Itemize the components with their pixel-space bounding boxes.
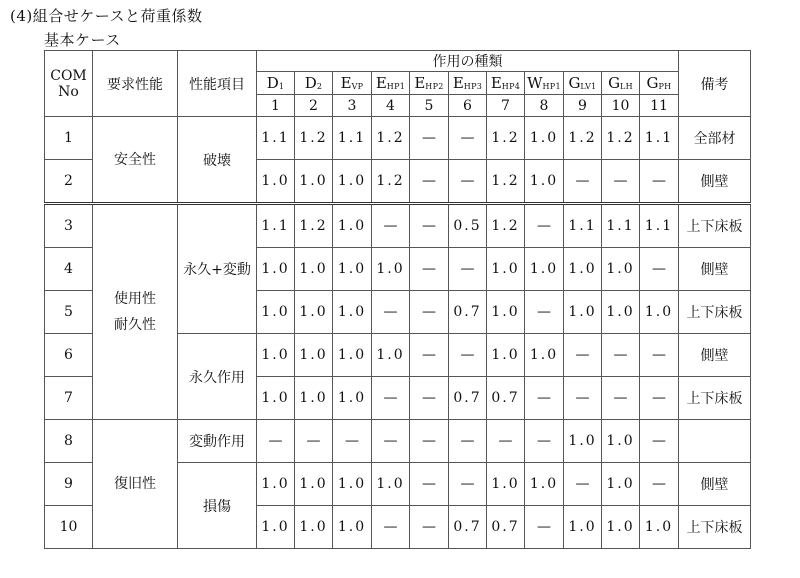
factor-cell: — xyxy=(564,377,602,420)
action-symbol-sub: VP xyxy=(351,82,364,91)
table-row xyxy=(45,117,751,160)
factor-cell: 1.1 xyxy=(640,117,679,160)
factor-cell: 1.0 xyxy=(295,377,333,420)
factor-cell: — xyxy=(564,334,602,377)
com-no-cell: 10 xyxy=(45,506,93,549)
factor-cell: 1.0 xyxy=(564,248,602,291)
factor-cell: 1.0 xyxy=(295,291,333,334)
factor-cell: — xyxy=(295,420,333,463)
item-header: 性能項目 xyxy=(178,51,257,117)
factor-cell: 0.7 xyxy=(449,291,487,334)
factor-cell: — xyxy=(525,506,564,549)
factor-cell: 1.0 xyxy=(602,506,640,549)
factor-cell: 1.0 xyxy=(487,334,525,377)
table-row xyxy=(45,420,751,463)
remark-cell: 側壁 xyxy=(679,463,751,506)
factor-cell: 1.2 xyxy=(564,117,602,160)
com-label: COM xyxy=(50,67,87,84)
factor-cell: 1.0 xyxy=(257,160,295,204)
action-number-header: 6 xyxy=(449,95,487,117)
factor-cell: 1.1 xyxy=(564,204,602,248)
com-no-cell: 2 xyxy=(45,160,93,204)
requirement-cell: 使用性 耐久性 xyxy=(93,204,178,420)
factor-cell: — xyxy=(640,463,679,506)
table-row xyxy=(45,204,751,248)
factor-cell: — xyxy=(564,160,602,204)
remarks-header: 備考 xyxy=(679,51,751,117)
factor-cell: — xyxy=(564,463,602,506)
factor-cell: 1.0 xyxy=(295,463,333,506)
factor-cell: — xyxy=(333,420,372,463)
factor-cell: 1.0 xyxy=(295,248,333,291)
factor-cell: 1.0 xyxy=(333,334,372,377)
factor-cell: 1.0 xyxy=(487,463,525,506)
action-number-header: 11 xyxy=(640,95,679,117)
page-title: (4)組合せケースと荷重係数 xyxy=(10,7,203,25)
com-no-cell: 3 xyxy=(45,204,93,248)
com-no-cell: 1 xyxy=(45,117,93,160)
factor-cell: 1.1 xyxy=(333,117,372,160)
factor-cell: — xyxy=(602,160,640,204)
item-cell: 変動作用 xyxy=(178,420,257,463)
factor-cell: 1.0 xyxy=(257,291,295,334)
action-symbol-sub: HP2 xyxy=(425,82,444,91)
factor-cell: — xyxy=(449,420,487,463)
factor-cell: 1.0 xyxy=(333,160,372,204)
factor-cell: 1.0 xyxy=(564,291,602,334)
factor-cell: — xyxy=(410,160,449,204)
action-number-header: 8 xyxy=(525,95,564,117)
remark-cell: 上下床板 xyxy=(679,204,751,248)
factor-cell: 1.0 xyxy=(257,377,295,420)
action-types-header: 作用の種類 xyxy=(257,51,679,72)
action-symbol-base: G xyxy=(646,74,659,92)
action-symbol-base: E xyxy=(340,74,352,92)
factor-cell: — xyxy=(410,377,449,420)
requirement-header: 要求性能 xyxy=(93,51,178,117)
factor-cell: — xyxy=(410,463,449,506)
factor-cell: — xyxy=(449,160,487,204)
factor-cell: — xyxy=(525,204,564,248)
action-symbol-header xyxy=(564,72,602,95)
factor-cell: 1.2 xyxy=(602,117,640,160)
factor-cell: — xyxy=(640,334,679,377)
factor-cell: 0.7 xyxy=(487,377,525,420)
action-symbol-header xyxy=(410,72,449,95)
factor-cell: 1.0 xyxy=(333,248,372,291)
factor-cell: 1.0 xyxy=(525,334,564,377)
factor-cell: 1.2 xyxy=(487,204,525,248)
factor-cell: 1.0 xyxy=(640,291,679,334)
action-symbol-sub: HP4 xyxy=(501,82,521,91)
com-no-cell: 5 xyxy=(45,291,93,334)
requirement-cell: 復旧性 xyxy=(93,420,178,549)
action-number-header: 5 xyxy=(410,95,449,117)
factor-cell: 1.0 xyxy=(487,291,525,334)
factor-cell: — xyxy=(640,377,679,420)
factor-cell: 1.2 xyxy=(372,117,410,160)
action-symbol-sub: 1 xyxy=(278,82,285,91)
factor-cell: 1.2 xyxy=(295,204,333,248)
action-symbol-header xyxy=(525,72,564,95)
action-symbol-sub: HP1 xyxy=(386,82,406,91)
item-cell: 永久+変動 xyxy=(178,204,257,334)
action-number-header: 1 xyxy=(257,95,295,117)
factor-cell: — xyxy=(449,334,487,377)
item-cell: 破壊 xyxy=(178,117,257,204)
com-no-cell: 7 xyxy=(45,377,93,420)
factor-cell: — xyxy=(525,420,564,463)
action-symbol-header xyxy=(257,72,295,95)
factor-cell: 1.0 xyxy=(640,506,679,549)
com-no-cell: 9 xyxy=(45,463,93,506)
action-symbol-header xyxy=(640,72,679,95)
factor-cell: — xyxy=(525,291,564,334)
factor-cell: — xyxy=(640,160,679,204)
action-symbol-base: D xyxy=(266,74,279,92)
factor-cell: 1.1 xyxy=(640,204,679,248)
factor-cell: — xyxy=(410,334,449,377)
factor-cell: 1.0 xyxy=(295,334,333,377)
remark-cell: 上下床板 xyxy=(679,377,751,420)
factor-cell: — xyxy=(372,291,410,334)
factor-cell: 1.1 xyxy=(257,204,295,248)
factor-cell: 0.7 xyxy=(487,506,525,549)
factor-cell: — xyxy=(487,420,525,463)
action-symbol-header xyxy=(449,72,487,95)
com-no-cell: 4 xyxy=(45,248,93,291)
factor-cell: 1.0 xyxy=(257,463,295,506)
factor-cell: 0.7 xyxy=(449,377,487,420)
action-symbol-base: E xyxy=(375,74,387,92)
factor-cell: 1.0 xyxy=(257,334,295,377)
factor-cell: — xyxy=(410,117,449,160)
action-symbol-header xyxy=(372,72,410,95)
factor-cell: — xyxy=(410,204,449,248)
factor-cell: — xyxy=(372,204,410,248)
factor-cell: 1.0 xyxy=(333,377,372,420)
factor-cell: 1.0 xyxy=(602,463,640,506)
action-symbol-base: E xyxy=(490,74,502,92)
factor-cell: 1.0 xyxy=(295,506,333,549)
com-no-cell: 8 xyxy=(45,420,93,463)
factor-cell: 1.2 xyxy=(372,160,410,204)
factor-cell: — xyxy=(410,506,449,549)
factor-cell: — xyxy=(372,377,410,420)
action-number-header: 4 xyxy=(372,95,410,117)
action-symbol-header xyxy=(487,72,525,95)
factor-cell: — xyxy=(410,420,449,463)
item-cell: 損傷 xyxy=(178,463,257,549)
action-symbol-header xyxy=(602,72,640,95)
factor-cell: 1.0 xyxy=(525,160,564,204)
remark-cell: 側壁 xyxy=(679,160,751,204)
factor-cell: 1.0 xyxy=(333,463,372,506)
factor-cell: 1.0 xyxy=(525,117,564,160)
remark-cell: 上下床板 xyxy=(679,506,751,549)
action-symbol-base: G xyxy=(568,74,581,92)
action-number-header: 2 xyxy=(295,95,333,117)
action-symbol-header xyxy=(333,72,372,95)
action-symbol-sub: LH xyxy=(620,82,633,91)
factor-cell: 1.2 xyxy=(295,117,333,160)
factor-cell: 1.0 xyxy=(602,291,640,334)
factor-cell: — xyxy=(449,248,487,291)
section-subtitle: 基本ケース xyxy=(44,31,121,49)
factor-cell: — xyxy=(449,463,487,506)
action-symbol-sub: 2 xyxy=(316,82,323,91)
factor-cell: 1.1 xyxy=(602,204,640,248)
action-symbol-base: E xyxy=(414,74,426,92)
factor-cell: 1.2 xyxy=(487,117,525,160)
factor-cell: 1.0 xyxy=(602,248,640,291)
factor-cell: — xyxy=(257,420,295,463)
factor-cell: 1.0 xyxy=(295,160,333,204)
item-cell: 永久作用 xyxy=(178,334,257,420)
requirement-cell: 安全性 xyxy=(93,117,178,204)
action-symbol-sub: PH xyxy=(658,82,672,91)
action-symbol-header xyxy=(295,72,333,95)
factor-cell: — xyxy=(372,506,410,549)
factor-cell: 0.5 xyxy=(449,204,487,248)
factor-cell: — xyxy=(410,291,449,334)
action-symbol-sub: LV1 xyxy=(580,82,597,91)
factor-cell: 1.0 xyxy=(372,248,410,291)
action-symbol-sub: HP3 xyxy=(463,82,483,91)
com-no-cell: 6 xyxy=(45,334,93,377)
factor-cell: 1.0 xyxy=(333,291,372,334)
remark-cell: 側壁 xyxy=(679,334,751,377)
factor-cell: 1.0 xyxy=(525,463,564,506)
remark-cell: 側壁 xyxy=(679,248,751,291)
action-symbol-base: G xyxy=(608,74,621,92)
factor-cell: 1.0 xyxy=(372,463,410,506)
factor-cell: — xyxy=(602,377,640,420)
remark-cell xyxy=(679,420,751,463)
factor-cell: — xyxy=(449,117,487,160)
factor-cell: — xyxy=(602,334,640,377)
no-label: No xyxy=(58,83,79,100)
factor-cell: — xyxy=(525,377,564,420)
factor-cell: 1.0 xyxy=(257,506,295,549)
remark-cell: 上下床板 xyxy=(679,291,751,334)
factor-cell: 1.0 xyxy=(525,248,564,291)
factor-cell: 1.0 xyxy=(487,248,525,291)
factor-cell: — xyxy=(640,420,679,463)
factor-cell: 1.0 xyxy=(564,420,602,463)
action-number-header: 7 xyxy=(487,95,525,117)
factor-cell: 1.0 xyxy=(257,248,295,291)
action-symbol-sub: HP1 xyxy=(542,82,561,91)
load-factor-table xyxy=(44,50,751,549)
factor-cell: 1.0 xyxy=(333,506,372,549)
factor-cell: — xyxy=(410,248,449,291)
remark-cell: 全部材 xyxy=(679,117,751,160)
factor-cell: 1.2 xyxy=(487,160,525,204)
action-number-header: 9 xyxy=(564,95,602,117)
factor-cell: 1.1 xyxy=(257,117,295,160)
action-symbol-base: E xyxy=(452,74,464,92)
factor-cell: 1.0 xyxy=(372,334,410,377)
com-no-header xyxy=(45,51,93,117)
factor-cell: 0.7 xyxy=(449,506,487,549)
action-symbol-base: D xyxy=(304,74,317,92)
factor-cell: 1.0 xyxy=(564,506,602,549)
factor-cell: 1.0 xyxy=(602,420,640,463)
factor-cell: — xyxy=(640,248,679,291)
factor-cell: — xyxy=(372,420,410,463)
action-number-header: 10 xyxy=(602,95,640,117)
action-number-header: 3 xyxy=(333,95,372,117)
action-symbol-base: W xyxy=(527,74,543,92)
factor-cell: 1.0 xyxy=(333,204,372,248)
